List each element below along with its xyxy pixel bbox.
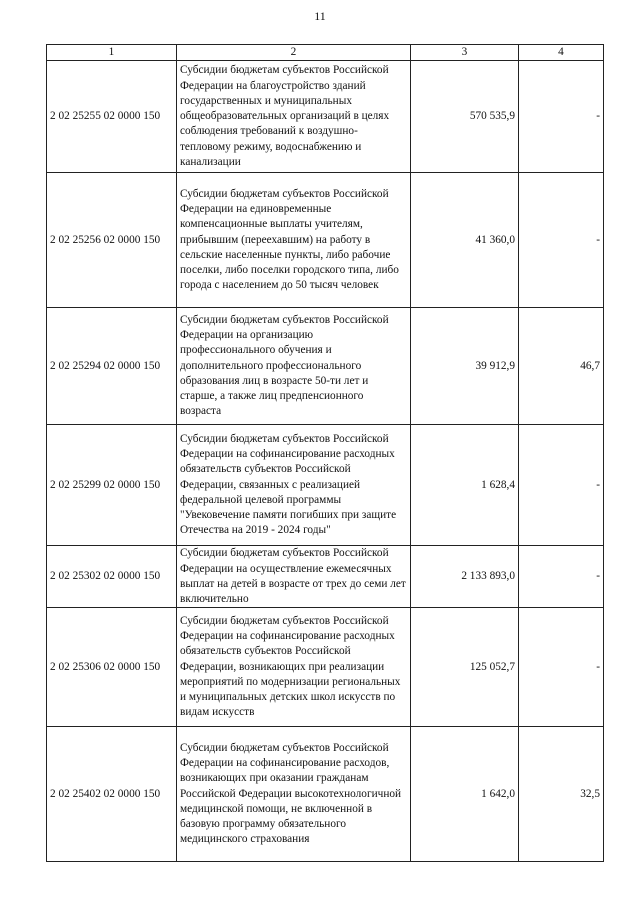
budget-code-cell: 2 02 25294 02 0000 150 xyxy=(47,308,177,425)
budget-code-cell: 2 02 25302 02 0000 150 xyxy=(47,546,177,608)
column-header-value-2: 4 xyxy=(519,45,604,61)
table-row xyxy=(47,173,604,308)
description-cell: Субсидии бюджетам субъектов Российской Федерации на софинансирование расходных обязательств субъектов Российской Федерации, возникающих при реализации мероприятий по модернизации региональных и муниципальных детских школ искусств по видам искусств xyxy=(177,608,411,727)
amount-cell: 1 642,0 xyxy=(411,727,519,862)
table-row xyxy=(47,727,604,862)
budget-code-cell: 2 02 25256 02 0000 150 xyxy=(47,173,177,308)
description-cell: Субсидии бюджетам субъектов Российской Федерации на единовременные компенсационные выплаты учителям, прибывшим (переехавшим) на работу в сельские населенные пункты, либо рабочие поселки, либо поселки городского типа, либо города с населением до 50 тысяч человек xyxy=(177,173,411,308)
table-header-row xyxy=(47,45,604,61)
amount-cell: 2 133 893,0 xyxy=(411,546,519,608)
table-row xyxy=(47,308,604,425)
description-cell: Субсидии бюджетам субъектов Российской Федерации на организацию профессионального обучения и дополнительного профессионального образования лиц в возрасте 50-ти лет и старше, а также лиц предпенсионного возраста xyxy=(177,308,411,425)
amount-cell: 125 052,7 xyxy=(411,608,519,727)
amount-cell: 1 628,4 xyxy=(411,425,519,546)
table-row xyxy=(47,61,604,173)
amount-cell: 570 535,9 xyxy=(411,61,519,173)
page-number: 11 xyxy=(314,9,326,23)
budget-code-cell: 2 02 25255 02 0000 150 xyxy=(47,61,177,173)
amount-2-cell: 46,7 xyxy=(519,308,604,425)
amount-2-cell: 32,5 xyxy=(519,727,604,862)
amount-cell: 39 912,9 xyxy=(411,308,519,425)
table-row xyxy=(47,608,604,727)
budget-code-cell: 2 02 25402 02 0000 150 xyxy=(47,727,177,862)
amount-2-cell: - xyxy=(519,425,604,546)
column-header-code: 1 xyxy=(47,45,177,61)
amount-2-cell: - xyxy=(519,608,604,727)
amount-cell: 41 360,0 xyxy=(411,173,519,308)
budget-table xyxy=(46,44,604,862)
budget-code-cell: 2 02 25306 02 0000 150 xyxy=(47,608,177,727)
description-cell: Субсидии бюджетам субъектов Российской Федерации на благоустройство зданий государственных и муниципальных общеобразовательных организаций в целях соблюдения требований к воздушно-тепловому режиму, водоснабжению и канализации xyxy=(177,61,411,173)
description-cell: Субсидии бюджетам субъектов Российской Федерации на осуществление ежемесячных выплат на детей в возрасте от трех до семи лет включительно xyxy=(177,546,411,608)
amount-2-cell: - xyxy=(519,546,604,608)
budget-code-cell: 2 02 25299 02 0000 150 xyxy=(47,425,177,546)
table-row xyxy=(47,425,604,546)
table-row xyxy=(47,546,604,608)
description-cell: Субсидии бюджетам субъектов Российской Федерации на софинансирование расходов, возникающих при оказании гражданам Российской Федерации высокотехнологичной медицинской помощи, не включенной в базовую программу обязательного медицинского страхования xyxy=(177,727,411,862)
column-header-name: 2 xyxy=(177,45,411,61)
description-cell: Субсидии бюджетам субъектов Российской Федерации на софинансирование расходных обязательств субъектов Российской Федерации, связанных с реализацией федеральной целевой программы "Увековечение памяти погибших при защите Отечества на 2019 - 2024 годы" xyxy=(177,425,411,546)
column-header-value-1: 3 xyxy=(411,45,519,61)
amount-2-cell: - xyxy=(519,61,604,173)
amount-2-cell: - xyxy=(519,173,604,308)
